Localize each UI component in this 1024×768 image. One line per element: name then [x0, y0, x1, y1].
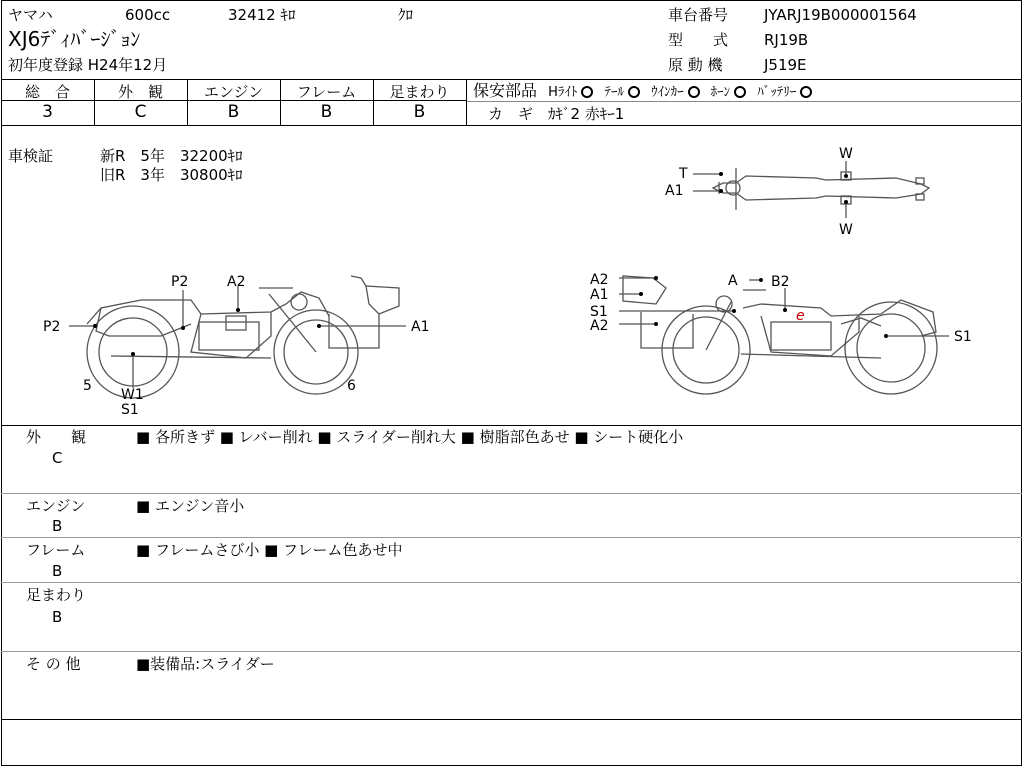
displacement: 600cc	[125, 6, 171, 24]
maker: ヤマハ	[8, 6, 53, 24]
inspection-row-new: 新R 5年 32200ｷﾛ	[100, 147, 243, 165]
safety-row	[473, 82, 818, 102]
ok-circle-icon	[581, 86, 593, 98]
comment-engine-text: ■ エンジン音小	[136, 497, 245, 515]
chassis-label: 車台番号	[668, 6, 729, 24]
engine-value: J519E	[764, 56, 807, 74]
comment-engine-label: エンジン	[26, 497, 86, 515]
label-W-bottom: W	[839, 222, 853, 238]
comment-engine-grade: B	[52, 517, 63, 535]
comment-frame-label: フレーム	[26, 541, 86, 559]
label-A1-right: A1	[590, 287, 609, 303]
grade-engine: B	[227, 102, 240, 122]
safety-item-winker: ｳｲﾝｶｰ	[651, 85, 684, 100]
comment-frame-grade: B	[52, 562, 63, 580]
label-T: T	[679, 166, 688, 182]
bike-diagram	[1, 126, 1021, 426]
comment-exterior-label: 外 観	[26, 428, 87, 446]
safety-item-horn: ﾎｰﾝ	[710, 85, 731, 100]
label-A2-left: A2	[227, 274, 246, 290]
grade-suspension: B	[413, 102, 426, 122]
grade-header-suspension: 足まわり	[389, 83, 450, 101]
label-P2-top: P2	[171, 274, 189, 290]
ok-circle-icon	[688, 86, 700, 98]
color: ｸﾛ	[398, 6, 414, 24]
engine-label: 原 動 機	[668, 56, 723, 74]
safety-label: 保安部品	[473, 81, 538, 100]
first-registration: 初年度登録 H24年12月	[8, 56, 168, 74]
label-S1-left: S1	[121, 402, 139, 418]
key-info: カ ギ ｶｷﾞ2 赤ｷｰ1	[488, 105, 625, 123]
label-W1: W1	[121, 387, 144, 403]
label-A2-right-top: A2	[590, 272, 609, 288]
top-view	[713, 168, 929, 210]
comment-frame-text: ■ フレームさび小 ■ フレーム色あせ中	[136, 541, 403, 559]
chassis-value: JYARJ19B000001564	[764, 6, 917, 24]
label-A1-top: A1	[665, 183, 684, 199]
label-5: 5	[83, 378, 92, 394]
label-A2-right-bottom: A2	[590, 318, 609, 334]
label-A-right: A	[728, 273, 738, 289]
type-label: 型 式	[668, 31, 729, 49]
ok-circle-icon	[734, 86, 746, 98]
comment-exterior-grade: C	[52, 449, 63, 467]
label-B2: B2	[771, 274, 790, 290]
label-S1-right: S1	[590, 304, 608, 320]
label-W-top: W	[839, 146, 853, 162]
right-side-view	[623, 276, 937, 394]
safety-item-tail: ﾃｰﾙ	[604, 85, 624, 100]
comment-other-label: そ の 他	[26, 655, 81, 673]
safety-item-headlight: Hﾗｲﾄ	[548, 85, 578, 100]
grade-header-total: 総 合	[24, 83, 70, 101]
label-S1-rear: S1	[954, 329, 972, 345]
type-value: RJ19B	[764, 31, 809, 49]
ok-circle-icon	[628, 86, 640, 98]
grade-frame: B	[320, 102, 333, 122]
label-6: 6	[347, 378, 356, 394]
inspection-label: 車検証	[8, 147, 54, 165]
grade-total: 3	[42, 102, 53, 122]
mileage: 32412 ｷﾛ	[228, 6, 296, 24]
comment-suspension-grade: B	[52, 608, 63, 626]
label-A1-left: A1	[411, 319, 430, 335]
ok-circle-icon	[800, 86, 812, 98]
grade-header-exterior: 外 観	[117, 83, 163, 101]
comment-exterior-text: ■ 各所きず ■ レバー削れ ■ スライダー削れ大 ■ 樹脂部色あせ ■ シート硬化小	[136, 428, 684, 446]
comment-other-text: ■装備品:スライダー	[136, 655, 275, 673]
label-e-red: e	[796, 308, 805, 324]
grade-header-frame: フレーム	[296, 83, 357, 101]
safety-item-battery: ﾊﾞｯﾃﾘｰ	[757, 85, 797, 100]
grade-exterior: C	[134, 102, 147, 122]
label-P2-left: P2	[43, 319, 61, 335]
comment-suspension-label: 足まわり	[26, 586, 87, 604]
grade-header-engine: エンジン	[203, 83, 264, 101]
model-name: XJ6ﾃﾞｨﾊﾞｰｼﾞｮﾝ	[8, 27, 141, 51]
inspection-row-old: 旧R 3年 30800ｷﾛ	[100, 166, 243, 184]
